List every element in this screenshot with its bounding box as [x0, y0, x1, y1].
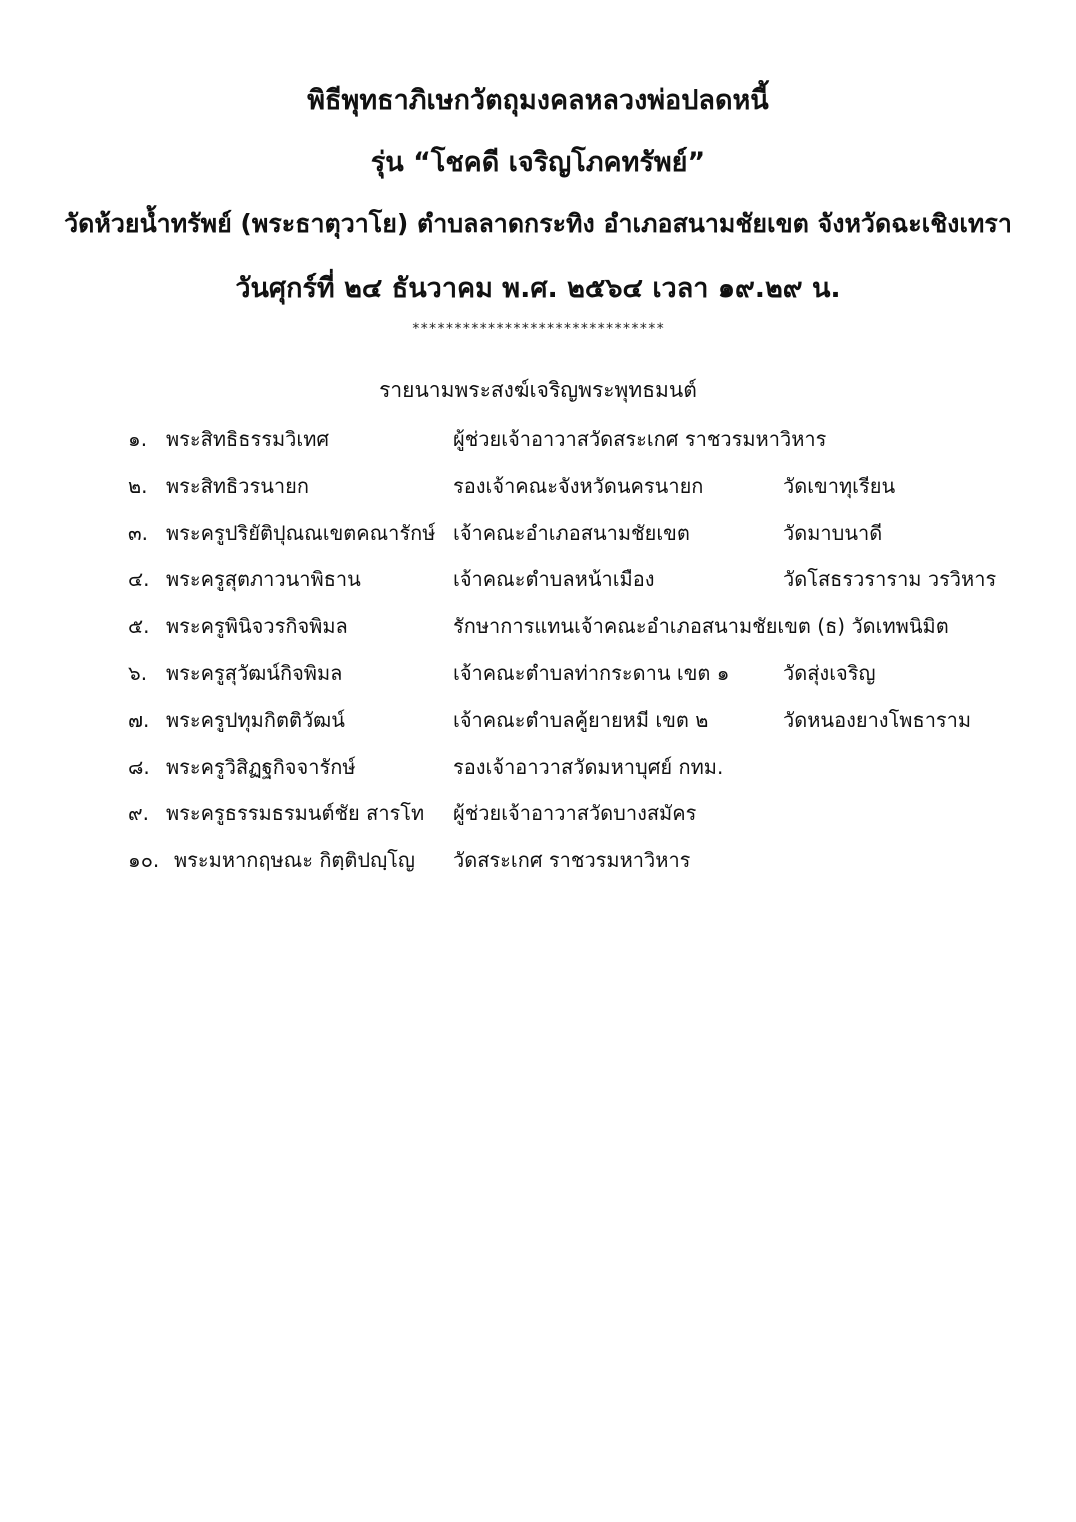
monk-temple: วัดมาบนาดี — [783, 520, 883, 545]
monk-name: พระสิทธิวรนายก — [166, 473, 309, 498]
list-item — [128, 611, 1028, 658]
location-line: วัดห้วยน้ำทรัพย์ (พระธาตุวาโย) ตำบลลาดกระทิง อำเภอสนามชัยเขต จังหวัดฉะเชิงเทรา — [64, 209, 1012, 238]
item-number: ๔. — [128, 567, 150, 592]
item-number: ๕. — [128, 614, 150, 639]
monk-position: รองเจ้าคณะจังหวัดนครนายก — [453, 473, 704, 498]
item-number: ๖. — [128, 660, 148, 685]
item-number: ๑. — [128, 427, 148, 451]
edition-title: รุ่น “โชคดี เจริญโภคทรัพย์” — [370, 147, 706, 178]
monk-temple: วัดโสธรวราราม วรวิหาร — [783, 567, 997, 592]
monk-name: พระครูพินิจวรกิจพิมล — [166, 614, 348, 639]
monk-position: เจ้าคณะตำบลหน้าเมือง — [453, 567, 655, 592]
monk-name: พระครูปทุมกิตติวัฒน์ — [166, 707, 345, 732]
monk-position: เจ้าคณะอำเภอสนามชัยเขต — [453, 520, 690, 545]
monk-temple: วัดหนองยางโพธาราม — [783, 707, 972, 732]
monk-name: พระครูสุตภาวนาพิธาน — [166, 567, 361, 592]
list-item — [128, 424, 1028, 471]
list-item — [128, 752, 1028, 799]
monk-name: พระครูปริยัติปุณณเขตคณารักษ์ — [166, 520, 436, 545]
monk-position: รักษาการแทนเจ้าคณะอำเภอสนามชัยเขต (ธ) วัดเทพนิมิต — [453, 614, 949, 639]
monk-list — [128, 424, 1028, 892]
ceremony-title: พิธีพุทธาภิเษกวัตถุมงคลหลวงพ่อปลดหนี้ — [307, 85, 769, 116]
monk-list-heading: รายนามพระสงฆ์เจริญพระพุทธมนต์ — [379, 378, 697, 402]
date-time-line: วันศุกร์ที่ ๒๔ ธันวาคม พ.ศ. ๒๕๖๔ เวลา ๑๙.๒๙ น. — [235, 273, 841, 304]
list-item — [128, 564, 1028, 611]
monk-position: ผู้ช่วยเจ้าอาวาสวัดบางสมัคร — [453, 801, 697, 826]
list-item — [128, 471, 1028, 518]
monk-name: พระมหากฤษณะ กิตฺติปญฺโญ — [174, 848, 415, 873]
monk-name: พระครูวิสิฏฐกิจจารักษ์ — [166, 754, 356, 779]
monk-position: ผู้ช่วยเจ้าอาวาสวัดสระเกศ ราชวรมหาวิหาร — [453, 427, 827, 451]
list-item — [128, 658, 1028, 705]
monk-position: วัดสระเกศ ราชวรมหาวิหาร — [453, 848, 691, 873]
item-number: ๘. — [128, 754, 150, 779]
monk-position: รองเจ้าอาวาสวัดมหาบุศย์ กทม. — [453, 754, 724, 779]
monk-name: พระสิทธิธรรมวิเทศ — [166, 427, 330, 451]
separator-asterisks: ****************************** — [411, 321, 665, 337]
list-item — [128, 518, 1028, 565]
item-number: ๙. — [128, 801, 150, 826]
list-item — [128, 798, 1028, 845]
monk-name: พระครูสุวัฒน์กิจพิมล — [166, 660, 343, 685]
monk-name: พระครูธรรมธรมนต์ชัย สารโท — [166, 801, 425, 826]
list-item — [128, 705, 1028, 752]
monk-position: เจ้าคณะตำบลท่ากระดาน เขต ๑ — [453, 660, 730, 685]
monk-temple: วัดเขาทุเรียน — [783, 473, 896, 498]
monk-temple: วัดสุ่งเจริญ — [783, 660, 876, 685]
list-item — [128, 845, 1028, 892]
item-number: ๒. — [128, 473, 148, 498]
monk-position: เจ้าคณะตำบลคู้ยายหมี เขต ๒ — [453, 707, 709, 732]
item-number: ๓. — [128, 520, 149, 545]
item-number: ๑๐. — [128, 848, 160, 873]
item-number: ๗. — [128, 707, 150, 732]
